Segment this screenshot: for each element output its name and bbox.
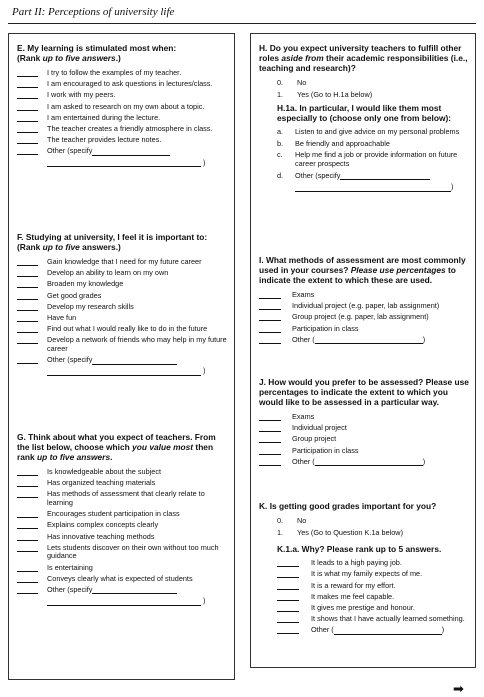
rank-blank[interactable] (17, 490, 38, 498)
specify-field[interactable] (340, 172, 430, 180)
option-i-1: Exams (259, 291, 469, 300)
option-k-1[interactable]: 1. Yes (Go to Question K.1a below) (277, 527, 404, 537)
option-g-1: Is knowledgeable about the subject (17, 468, 228, 477)
option-e-6: The teacher creates a friendly atmosphere in class. (17, 125, 228, 134)
rank-blank[interactable] (17, 314, 38, 322)
option-g-other-cont: ) (47, 597, 228, 606)
left-column (8, 33, 235, 680)
rank-blank[interactable] (17, 479, 38, 487)
rank-blank[interactable] (17, 356, 38, 364)
rank-blank[interactable] (277, 615, 299, 623)
page-title: Part II: Perceptions of university life (12, 6, 175, 18)
option-f-3: Broaden my knowledge (17, 280, 228, 289)
specify-field[interactable] (47, 368, 201, 376)
option-j-4: Participation in class (259, 447, 469, 456)
option-g-2: Has organized teaching materials (17, 479, 228, 488)
specify-field[interactable] (315, 458, 423, 466)
header-divider (8, 23, 476, 24)
option-k1a-5: It gives me prestige and honour. (277, 604, 469, 613)
option-g-9: Conveys clearly what is expected of students (17, 575, 228, 584)
rank-blank[interactable] (17, 564, 38, 572)
option-e-5: I am entertained during the lecture. (17, 114, 228, 123)
rank-blank[interactable] (17, 575, 38, 583)
option-g-other: Other (specify (17, 586, 228, 595)
option-j-2: Individual project (259, 424, 469, 433)
option-f-5: Develop my research skills (17, 303, 228, 312)
specify-field[interactable] (334, 627, 442, 635)
percent-blank[interactable] (259, 458, 281, 466)
option-k1a-3: It is a reward for my effort. (277, 582, 469, 591)
question-f: F. Studying at university, I feel it is important to: (Rank up to five answers.) (17, 232, 208, 252)
rank-blank[interactable] (17, 69, 38, 77)
option-g-5: Explains complex concepts clearly (17, 521, 228, 530)
percent-blank[interactable] (259, 325, 281, 333)
arrow-right-icon[interactable]: ➡ (453, 682, 464, 697)
option-f-6: Have fun (17, 314, 228, 323)
right-column (250, 33, 476, 668)
option-f-4: Get good grades (17, 292, 228, 301)
option-h1a-d-cont: ) (295, 183, 469, 192)
rank-blank[interactable] (17, 468, 38, 476)
option-i-2: Individual project (e.g. paper, lab assignment) (259, 302, 469, 311)
option-e-3: I work with my peers. (17, 91, 228, 100)
section-f (17, 232, 228, 379)
rank-blank[interactable] (17, 147, 38, 155)
option-e-other: Other (specify (17, 147, 228, 156)
rank-blank[interactable] (17, 258, 38, 266)
option-k1a-2: It is what my family expects of me. (277, 570, 469, 579)
option-k1a-1: It leads to a high paying job. (277, 559, 469, 568)
percent-blank[interactable] (259, 336, 281, 344)
rank-blank[interactable] (17, 269, 38, 277)
option-f-8: Develop a network of friends who may help in my future career (17, 336, 228, 353)
rank-blank[interactable] (277, 604, 299, 612)
rank-blank[interactable] (17, 103, 38, 111)
option-f-2: Develop an ability to learn on my own (17, 269, 228, 278)
question-i: I. What methods of assessment are most commonly used in your courses? Please use percentages to indicate the extent to which these are used. (259, 255, 466, 285)
question-k: K. Is getting good grades important for you? (259, 501, 437, 511)
option-i-3: Group project (e.g. paper, lab assignment) (259, 313, 469, 322)
rank-blank[interactable] (17, 125, 38, 133)
percent-blank[interactable] (259, 435, 281, 443)
question-h1a: H.1a. In particular, I would like them most especially to (choose only one from below): (277, 103, 452, 124)
option-h-0[interactable]: 0. No (277, 78, 307, 87)
rank-blank[interactable] (17, 325, 38, 333)
section-h (259, 43, 469, 195)
specify-field[interactable] (92, 586, 177, 594)
rank-blank[interactable] (277, 626, 299, 634)
section-k (259, 501, 469, 638)
rank-blank[interactable] (17, 510, 38, 518)
percent-blank[interactable] (259, 424, 281, 432)
option-f-7: Find out what I would really like to do in the future (17, 325, 228, 334)
rank-blank[interactable] (17, 521, 38, 529)
option-h1a-c[interactable]: c. Help me find a job or provide information on future career prospects (277, 150, 458, 168)
option-g-8: Is entertaining (17, 564, 228, 573)
section-e (17, 43, 228, 170)
option-i-4: Participation in class (259, 325, 469, 334)
rank-blank[interactable] (277, 559, 299, 567)
option-j-3: Group project (259, 435, 469, 444)
section-i (259, 255, 469, 347)
option-f-1: Gain knowledge that I need for my future career (17, 258, 228, 267)
option-g-4: Encourages student participation in class (17, 510, 228, 519)
rank-blank[interactable] (277, 593, 299, 601)
option-f-other-cont: ) (47, 367, 228, 376)
rank-blank[interactable] (17, 336, 38, 344)
rank-blank[interactable] (17, 280, 38, 288)
percent-blank[interactable] (259, 302, 281, 310)
option-f-other: Other (specify (17, 356, 228, 365)
option-h1a-b[interactable]: b. Be friendly and approachable (277, 138, 390, 148)
specify-field[interactable] (92, 148, 170, 156)
option-k1a-6: It shows that I have actually learned something. (277, 615, 469, 624)
option-h1a-d[interactable]: d. Other (specify (277, 172, 469, 181)
option-j-1: Exams (259, 413, 469, 422)
option-e-other-cont: ) (47, 159, 228, 168)
specify-field[interactable] (47, 598, 201, 606)
option-h-1[interactable]: 1. Yes (Go to H.1a below) (277, 89, 373, 99)
option-e-4: I am asked to research on my own about a topic. (17, 103, 228, 112)
question-j: J. How would you prefer to be assessed? Please use percentages to indicate the extent to which you would like to be assessed in a particular way. (259, 377, 469, 407)
rank-blank[interactable] (277, 582, 299, 590)
option-g-3: Has methods of assessment that clearly relate to learning (17, 490, 228, 507)
option-k1a-4: It makes me feel capable. (277, 593, 469, 602)
rank-blank[interactable] (17, 80, 38, 88)
percent-blank[interactable] (259, 447, 281, 455)
specify-field[interactable] (47, 159, 201, 167)
specify-field[interactable] (92, 357, 177, 365)
option-g-7: Lets students discover on their own without too much guidance (17, 544, 228, 561)
option-k1a-other: Other ( ) (277, 626, 469, 635)
option-h1a-a[interactable]: a. Listen to and give advice on my personal problems (277, 127, 460, 137)
rank-blank[interactable] (17, 544, 38, 552)
specify-field[interactable] (295, 184, 451, 192)
question-k1a: K.1.a. Why? Please rank up to 5 answers. (277, 544, 442, 555)
percent-blank[interactable] (259, 413, 281, 421)
rank-blank[interactable] (17, 114, 38, 122)
option-e-2: I am encouraged to ask questions in lectures/class. (17, 80, 228, 89)
section-j (259, 377, 469, 469)
specify-field[interactable] (315, 336, 423, 344)
rank-blank[interactable] (17, 292, 38, 300)
rank-blank[interactable] (17, 136, 38, 144)
k1a-options (277, 559, 469, 635)
option-k-0[interactable]: 0. No (277, 516, 307, 525)
question-h: H. Do you expect university teachers to fulfill other roles aside from their academic responsibilities (i.e., teaching and research)? (259, 43, 468, 73)
rank-blank[interactable] (17, 303, 38, 311)
percent-blank[interactable] (259, 291, 281, 299)
rank-blank[interactable] (277, 570, 299, 578)
option-e-1: I try to follow the examples of my teacher. (17, 69, 228, 78)
percent-blank[interactable] (259, 313, 281, 321)
rank-blank[interactable] (17, 91, 38, 99)
option-e-7: The teacher provides lecture notes. (17, 136, 228, 145)
rank-blank[interactable] (17, 586, 38, 594)
rank-blank[interactable] (17, 533, 38, 541)
option-i-other: Other ( ) (259, 336, 469, 345)
question-g: G. Think about what you expect of teachers. From the list below, choose which you value most then rank up to five answers. (17, 432, 216, 462)
option-g-6: Has innovative teaching methods (17, 533, 228, 542)
option-j-other: Other ( ) (259, 458, 469, 467)
question-e: E. My learning is stimulated most when: (Rank up to five answers.) (17, 43, 177, 63)
section-g (17, 432, 228, 609)
